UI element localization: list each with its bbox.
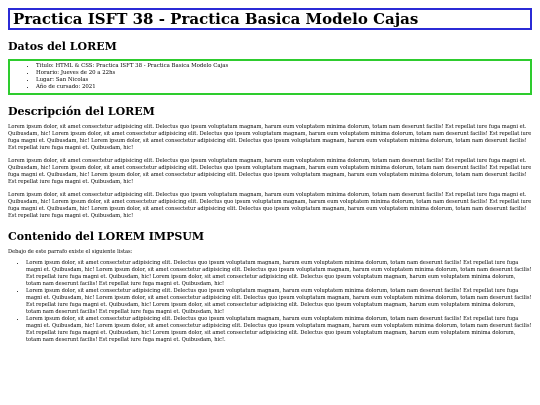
contenido-list xyxy=(8,260,532,344)
title-box xyxy=(8,8,532,30)
list-item: • Lorem ipsum dolor, sit amet consectetur adipisicing elit. Delectus quo ipsum voluptatum magnam, harum eum voluptatem minima dolorum, totam nam deserunt facilis! Est repellat iure fuga magni et. Quibusdam, hic! Lorem ipsum dolor, sit amet consectetur adipisicing elit. Delectus quo ipsum voluptatum magnam, harum eum voluptatem minima dolorum, totam nam deserunt facilis! Est repellat iure fuga magni et. Quibusdam, hic! Lorem ipsum dolor, sit amet consectetur adipisicing elit. Delectus quo ipsum voluptatum magnam, harum eum voluptatem minima dolorum, totam nam deserunt facilis! Est repellat iure fuga magni et. Quibusdam, hic! xyxy=(26,288,532,316)
contenido-intro: Debajo de este parrafo existe el siguiente listas: xyxy=(8,249,133,255)
descripcion-paragraph: Lorem ipsum dolor, sit amet consectetur adipisicing elit. Delectus quo ipsum voluptatum magnam, harum eum voluptatem minima dolorum, totam nam deserunt facilis! Est repellat iure fuga magni et. Quibusdam, hic! Lorem ipsum dolor, sit amet consectetur adipisicing elit. Delectus quo ipsum voluptatum magnam, harum eum voluptatem minima dolorum, totam nam deserunt facilis! Est repellat iure fuga magni et. Quibusdam, hic! Lorem ipsum dolor, sit amet consectetur adipisicing elit. Delectus quo ipsum voluptatum magnam, harum eum voluptatem minima dolorum, totam nam deserunt facilis! Est repellat iure fuga magni et. Quibusdam, hic! xyxy=(8,192,532,219)
descripcion-paragraph: Lorem ipsum dolor, sit amet consectetur adipisicing elit. Delectus quo ipsum voluptatum magnam, harum eum voluptatem minima dolorum, totam nam deserunt facilis! Est repellat iure fuga magni et. Quibusdam, hic! Lorem ipsum dolor, sit amet consectetur adipisicing elit. Delectus quo ipsum voluptatum magnam, harum eum voluptatem minima dolorum, totam nam deserunt facilis! Est repellat iure fuga magni et. Quibusdam, hic! Lorem ipsum dolor, sit amet consectetur adipisicing elit. Delectus quo ipsum voluptatum magnam, harum eum voluptatem minima dolorum, totam nam deserunt facilis! Est repellat iure fuga magni et. Quibusdam, hic! xyxy=(8,124,532,151)
datos-item-horario: • Horario: Jueves de 20 a 22hs xyxy=(36,70,530,77)
page-title: Practica ISFT 38 - Practica Basica Modelo Cajas xyxy=(13,10,419,28)
list-item: • Lorem ipsum dolor, sit amet consectetur adipisicing elit. Delectus quo ipsum voluptatum magnam, harum eum voluptatem minima dolorum, totam nam deserunt facilis! Est repellat iure fuga magni et. Quibusdam, hic! Lorem ipsum dolor, sit amet consectetur adipisicing elit. Delectus quo ipsum voluptatum magnam, harum eum voluptatem minima dolorum, totam nam deserunt facilis! Est repellat iure fuga magni et. Quibusdam, hic! Lorem ipsum dolor, sit amet consectetur adipisicing elit. Delectus quo ipsum voluptatum magnam, harum eum voluptatem minima dolorum, totam nam deserunt facilis! Est repellat iure fuga magni et. Quibusdam, hic!. xyxy=(26,316,532,344)
descripcion-heading: Descripción del LOREM xyxy=(8,105,155,118)
datos-box xyxy=(8,59,532,95)
datos-item-anio: • Año de cursado: 2021 xyxy=(36,84,530,91)
descripcion-paragraph: Lorem ipsum dolor, sit amet consectetur adipisicing elit. Delectus quo ipsum voluptatum magnam, harum eum voluptatem minima dolorum, totam nam deserunt facilis! Est repellat iure fuga magni et. Quibusdam, hic! Lorem ipsum dolor, sit amet consectetur adipisicing elit. Delectus quo ipsum voluptatum magnam, harum eum voluptatem minima dolorum, totam nam deserunt facilis! Est repellat iure fuga magni et. Quibusdam, hic! Lorem ipsum dolor, sit amet consectetur adipisicing elit. Delectus quo ipsum voluptatum magnam, harum eum voluptatem minima dolorum, totam nam deserunt facilis! Est repellat iure fuga magni et. Quibusdam, hic! xyxy=(8,158,532,185)
datos-item-lugar: • Lugar: San Nicolas xyxy=(36,77,530,84)
datos-list xyxy=(10,63,530,91)
list-item: • Lorem ipsum dolor, sit amet consectetur adipisicing elit. Delectus quo ipsum voluptatum magnam, harum eum voluptatem minima dolorum, totam nam deserunt facilis! Est repellat iure fuga magni et. Quibusdam, hic! Lorem ipsum dolor, sit amet consectetur adipisicing elit. Delectus quo ipsum voluptatum magnam, harum eum voluptatem minima dolorum, totam nam deserunt facilis! Est repellat iure fuga magni et. Quibusdam, hic! Lorem ipsum dolor, sit amet consectetur adipisicing elit. Delectus quo ipsum voluptatum magnam, harum eum voluptatem minima dolorum, totam nam deserunt facilis! Est repellat iure fuga magni et. Quibusdam, hic! xyxy=(26,260,532,288)
datos-item-titulo: • Titulo: HTML & CSS: Practica ISFT 38 - Practica Basica Modelo Cajas xyxy=(36,63,530,70)
datos-heading: Datos del LOREM xyxy=(8,40,117,53)
contenido-heading: Contenido del LOREM IMPSUM xyxy=(8,230,205,243)
